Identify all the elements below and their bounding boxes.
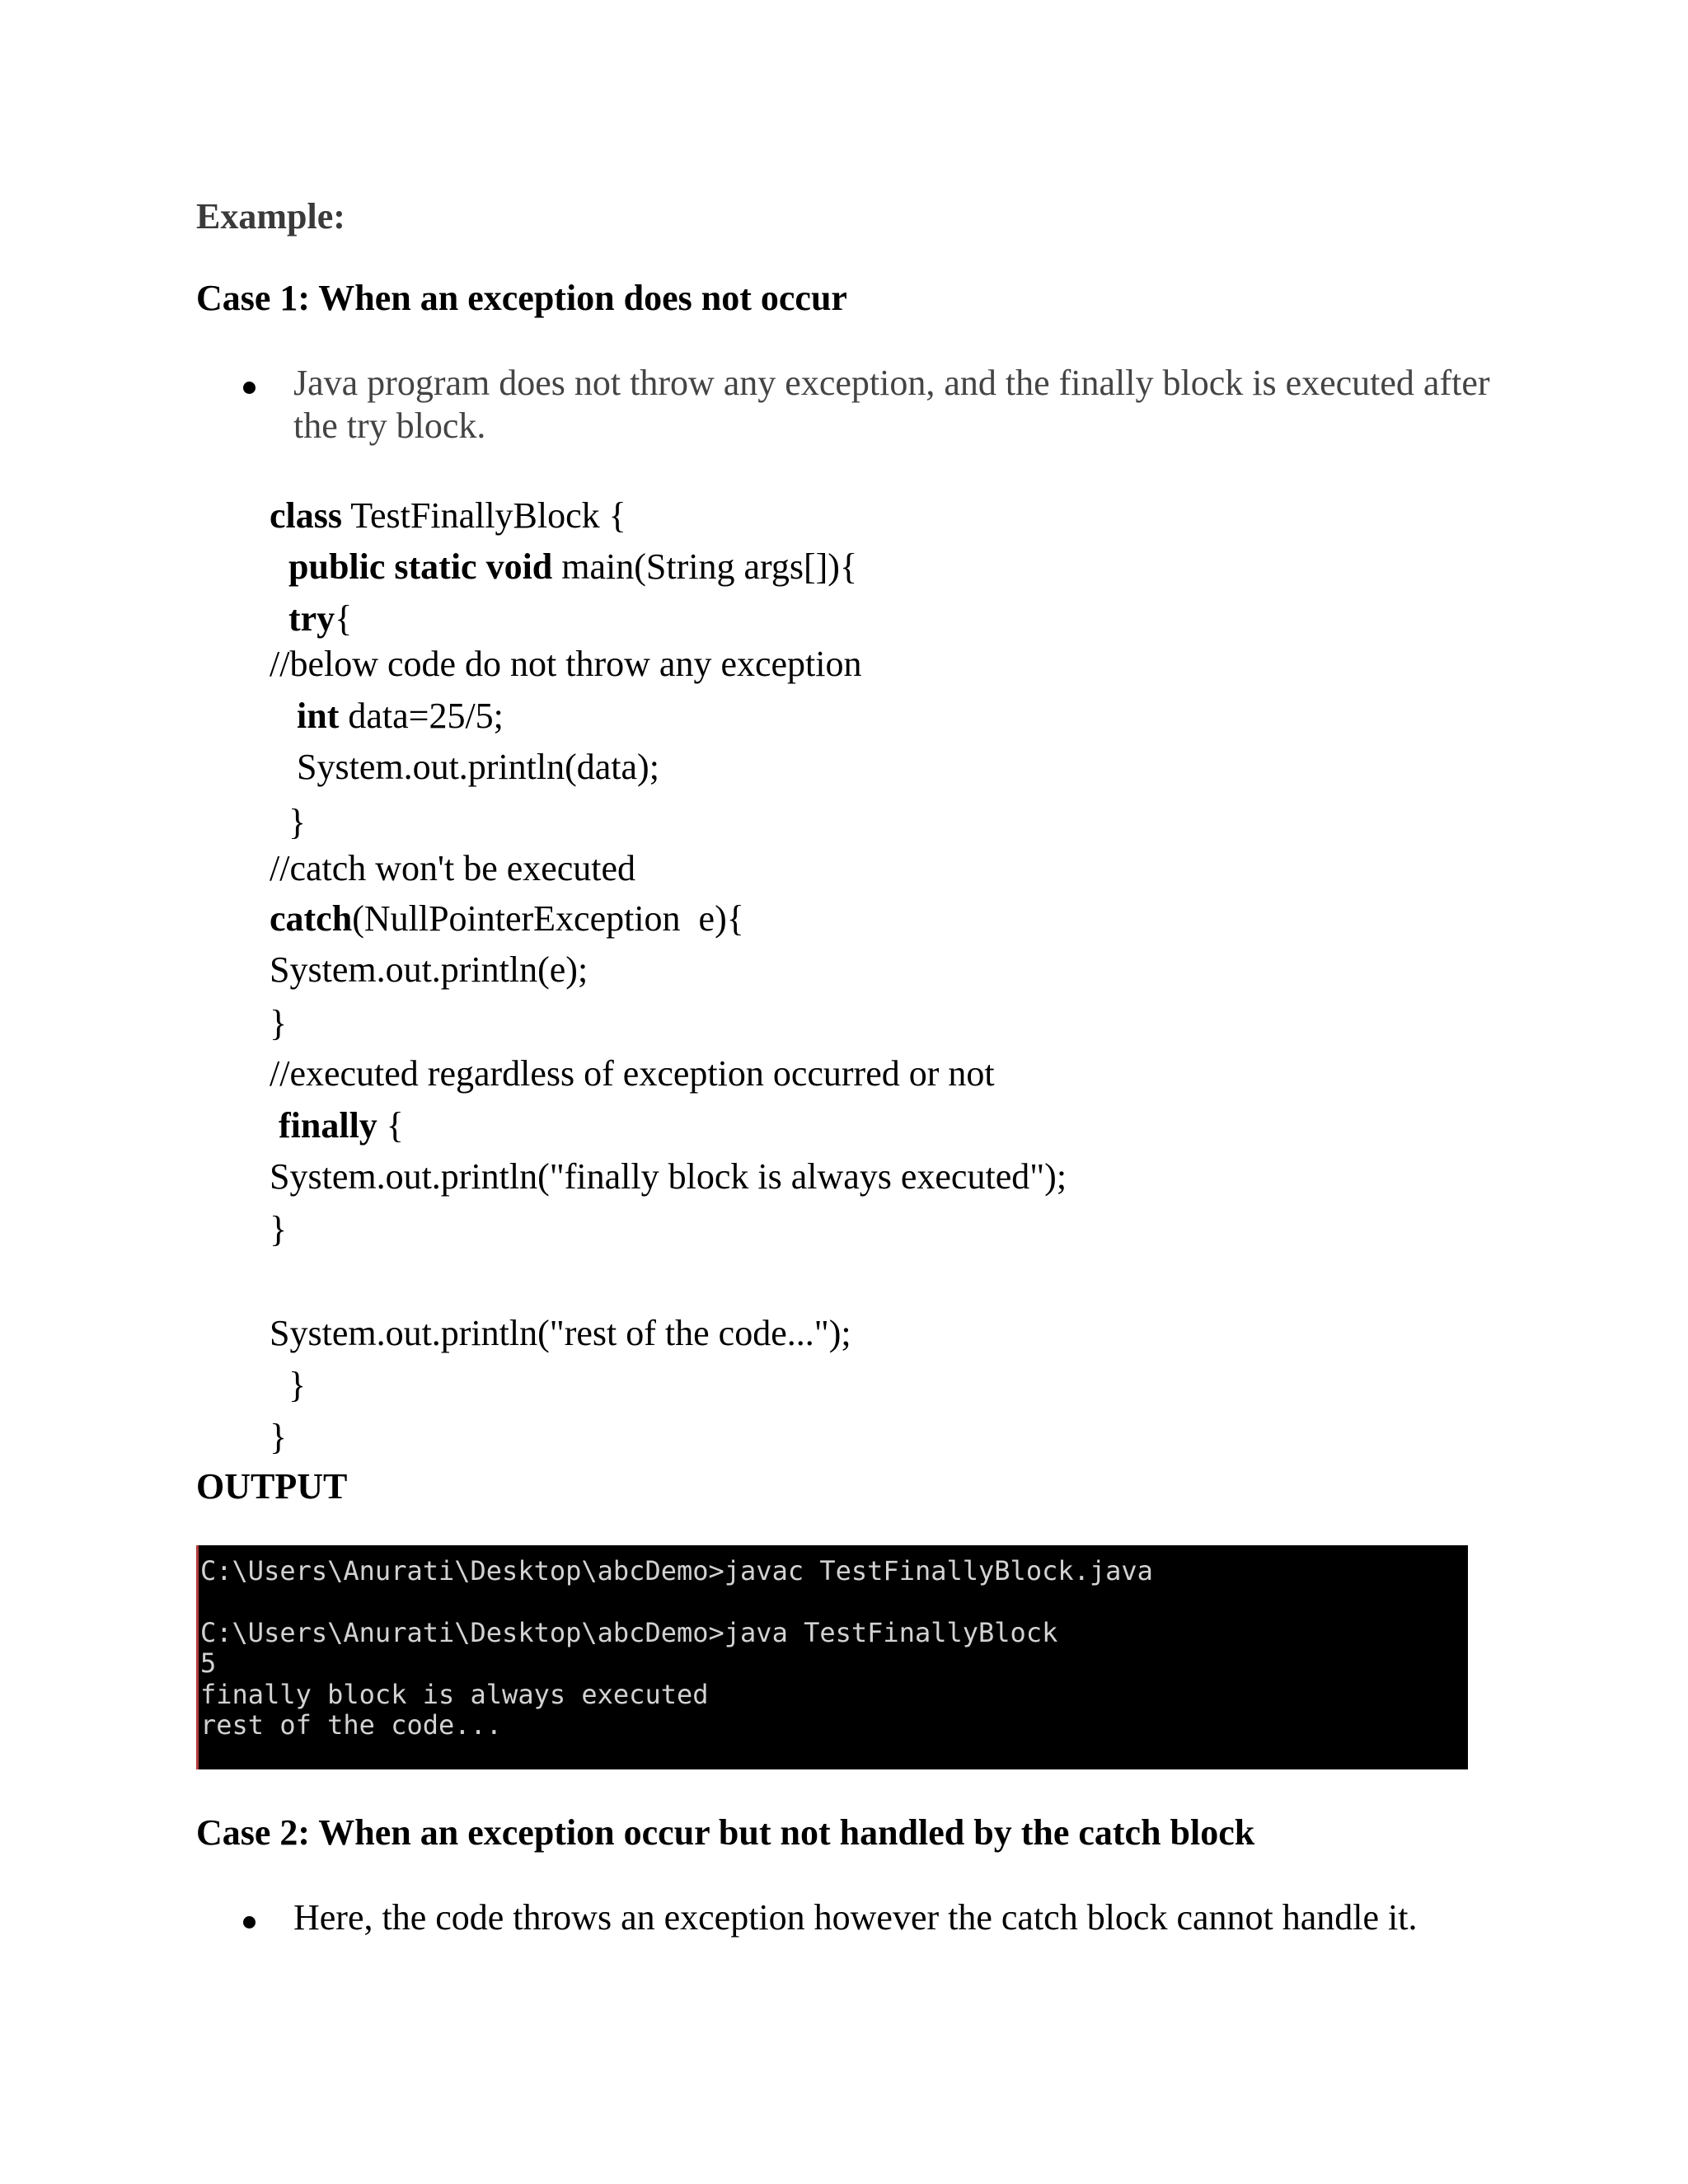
code-line: System.out.println("finally block is always executed"); — [270, 1156, 1067, 1197]
example-heading: Example: — [196, 196, 345, 237]
case2-heading: Case 2: When an exception occur but not handled by the catch block — [196, 1812, 1255, 1853]
code-line: System.out.println(e); — [270, 949, 588, 990]
code-line: int data=25/5; — [297, 696, 504, 736]
terminal-line: 5 — [200, 1647, 217, 1679]
terminal-line: finally block is always executed — [200, 1679, 709, 1710]
case1-bullet-line-2: the try block. — [293, 405, 486, 446]
code-line: public static void main(String args[]){ — [288, 546, 858, 587]
case1-bullet-line-1: Java program does not throw any exception, and the finally block is executed after — [293, 363, 1490, 403]
code-line: //below code do not throw any exception — [270, 644, 862, 684]
code-line: } — [288, 1365, 307, 1405]
code-line: } — [270, 1209, 288, 1249]
code-line: } — [288, 802, 307, 842]
code-line: //catch won't be executed — [270, 848, 636, 888]
code-line: } — [270, 1417, 288, 1457]
code-line: finally { — [279, 1105, 404, 1146]
code-line: } — [270, 1003, 288, 1043]
terminal-output — [196, 1545, 1468, 1769]
terminal-line: C:\Users\Anurati\Desktop\abcDemo>javac TestFinallyBlock.java — [200, 1555, 1153, 1586]
terminal-line: rest of the code... — [200, 1709, 503, 1741]
code-line: class TestFinallyBlock { — [270, 495, 626, 536]
bullet-dot-icon — [243, 382, 256, 394]
code-line: System.out.println("rest of the code..."); — [270, 1313, 851, 1353]
bullet-dot-icon — [243, 1916, 256, 1929]
code-line: System.out.println(data); — [297, 747, 659, 787]
code-line: catch(NullPointerException e){ — [270, 898, 744, 939]
terminal-line: C:\Users\Anurati\Desktop\abcDemo>java TestFinallyBlock — [200, 1617, 1058, 1648]
case1-heading: Case 1: When an exception does not occur — [196, 278, 847, 318]
code-line: try{ — [288, 598, 353, 639]
case2-bullet: Here, the code throws an exception however the catch block cannot handle it. — [293, 1897, 1418, 1938]
output-heading: OUTPUT — [196, 1466, 348, 1507]
code-line: //executed regardless of exception occurred or not — [270, 1053, 995, 1094]
